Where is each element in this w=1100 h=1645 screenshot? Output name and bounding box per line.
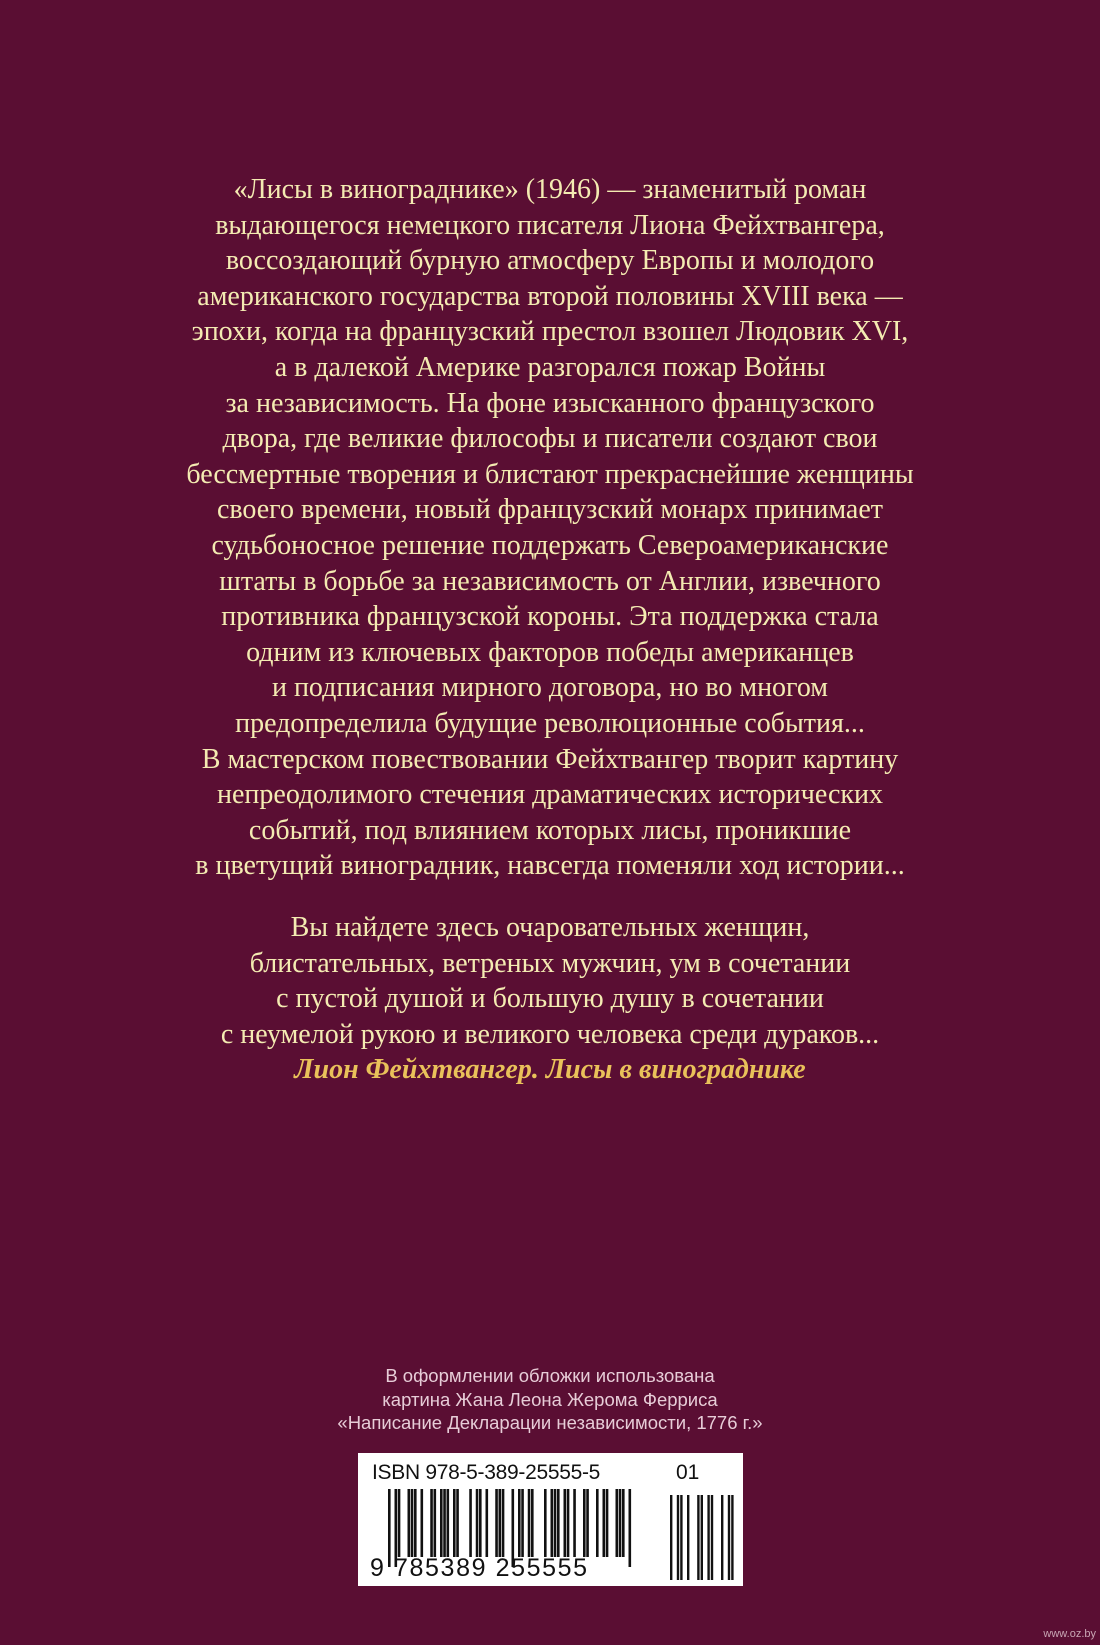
quote-line: с пустой душой и большую душу в сочетании xyxy=(276,983,824,1015)
barcode-bar xyxy=(453,1489,456,1557)
blurb-line: непреодолимого стечения драматических исторических xyxy=(217,779,883,811)
barcode-bar xyxy=(687,1495,689,1580)
barcode-bar xyxy=(411,1489,414,1557)
barcode-bar xyxy=(443,1489,446,1557)
blurb-line: штаты в борьбе за независимость от Англии, извечного xyxy=(219,565,881,597)
blurb-line: эпохи, когда на французский престол взошел Людовик XVI, xyxy=(191,316,909,348)
barcode-bar xyxy=(398,1489,401,1557)
barcode-bar xyxy=(502,1489,505,1557)
book-blurb xyxy=(60,172,1040,884)
barcode-bar xyxy=(677,1495,679,1580)
barcode-bar xyxy=(728,1495,730,1580)
cover-art-credits xyxy=(200,1364,900,1435)
quote-line: Вы найдете здесь очаровательных женщин, xyxy=(290,912,810,943)
barcode-bar xyxy=(567,1489,570,1557)
barcode-bar xyxy=(544,1489,547,1557)
blurb-line: бессмертные творения и блистают прекраснейшие женщины xyxy=(186,458,914,490)
blurb-line: судьбоносное решение поддержать Североамериканские xyxy=(211,529,889,561)
quote-attribution: Лион Фейхтвангер. Лисы в винограднике xyxy=(294,1054,806,1086)
blurb-line: одним из ключевых факторов победы американцев xyxy=(246,636,854,668)
barcode-bar xyxy=(707,1495,709,1580)
barcode-bar xyxy=(564,1489,567,1557)
credits-line: картина Жана Леона Жерома Ферриса xyxy=(382,1388,718,1410)
barcode-bar xyxy=(731,1495,733,1580)
barcode-bar xyxy=(518,1489,521,1557)
blurb-line: за независимость. На фоне изысканного французского xyxy=(225,387,875,419)
barcode-bar xyxy=(421,1489,424,1557)
barcode-bar xyxy=(430,1489,433,1557)
isbn-label: ISBN 978-5-389-25555-5 xyxy=(372,1461,601,1484)
quote-line: блистательных, ветреных мужчин, ум в сочетании xyxy=(249,947,851,979)
barcode-bar xyxy=(495,1489,498,1557)
author-quote xyxy=(60,910,1040,1088)
blurb-line: «Лисы в винограднике» (1946) — знаменитый роман xyxy=(233,174,867,205)
barcode-bar xyxy=(528,1489,531,1557)
barcode-bar xyxy=(629,1489,632,1567)
blurb-line: своего времени, новый французский монарх принимает xyxy=(216,494,884,526)
barcode-bar xyxy=(469,1489,472,1557)
barcode-bar xyxy=(606,1489,609,1557)
quote-line: с неумелой рукою и великого человека среди дураков... xyxy=(220,1018,880,1050)
barcode-bar xyxy=(573,1489,576,1557)
barcode-bar xyxy=(554,1489,557,1557)
barcode-bar xyxy=(680,1495,682,1580)
barcode-bar xyxy=(486,1489,489,1557)
site-watermark: www.oz.by xyxy=(1043,1628,1096,1640)
barcode-bar xyxy=(622,1489,625,1557)
barcode-bar xyxy=(697,1495,699,1580)
barcode-bar xyxy=(619,1489,622,1557)
barcode-bar xyxy=(586,1489,589,1557)
barcode-bar xyxy=(447,1489,450,1557)
barcode-bar xyxy=(531,1489,534,1557)
barcode-bar xyxy=(616,1489,619,1557)
barcode-digits: 9 785389 255555 xyxy=(370,1554,589,1582)
barcode-bar xyxy=(711,1495,713,1580)
barcode-bar xyxy=(476,1489,479,1557)
blurb-line: и подписания мирного договора, но во многом xyxy=(271,672,829,704)
blurb-line: В мастерском повествовании Фейхтвангер творит картину xyxy=(201,743,899,775)
blurb-line: событий, под влиянием которых лисы, проникшие xyxy=(248,814,852,846)
barcode-bar xyxy=(583,1489,586,1557)
blurb-line: воссоздающий бурную атмосферу Европы и молодого xyxy=(225,245,875,277)
barcode-bar xyxy=(670,1495,672,1580)
barcode-bar xyxy=(479,1489,482,1557)
blurb-line: предопределила будущие революционные события... xyxy=(235,707,865,739)
blurb-line: в цветущий виноградник, навсегда поменяли ход истории... xyxy=(195,850,905,882)
barcode-bar xyxy=(408,1489,411,1557)
barcode-bar xyxy=(603,1489,606,1557)
blurb-line: американского государства второй половины XVIII века — xyxy=(197,280,903,312)
barcode-bar xyxy=(456,1489,459,1557)
blurb-line: противника французской короны. Эта поддержка стала xyxy=(221,601,879,633)
barcode-bar xyxy=(701,1495,703,1580)
blurb-line: а в далекой Америке разгорался пожар Войны xyxy=(274,351,826,383)
barcode-bar xyxy=(499,1489,502,1557)
barcode-bar xyxy=(551,1489,554,1557)
isbn-addon: 01 xyxy=(676,1461,700,1484)
blurb-line: выдающегося немецкого писателя Лиона Фейхтвангера, xyxy=(215,209,885,241)
credits-line: В оформлении обложки использована xyxy=(385,1365,715,1386)
barcode-bar xyxy=(521,1489,524,1557)
blurb-line: двора, где великие философы и писатели создают свои xyxy=(222,423,878,455)
barcode-bar xyxy=(557,1489,560,1557)
isbn-barcode xyxy=(358,1453,743,1586)
barcode-bar xyxy=(596,1489,599,1557)
barcode-bar xyxy=(434,1489,437,1557)
credits-line: «Написание Декларации независимости, 1776 г.» xyxy=(337,1412,763,1433)
barcode-bar xyxy=(440,1489,443,1557)
barcode-bar xyxy=(721,1495,723,1580)
barcode-bar xyxy=(414,1489,417,1557)
